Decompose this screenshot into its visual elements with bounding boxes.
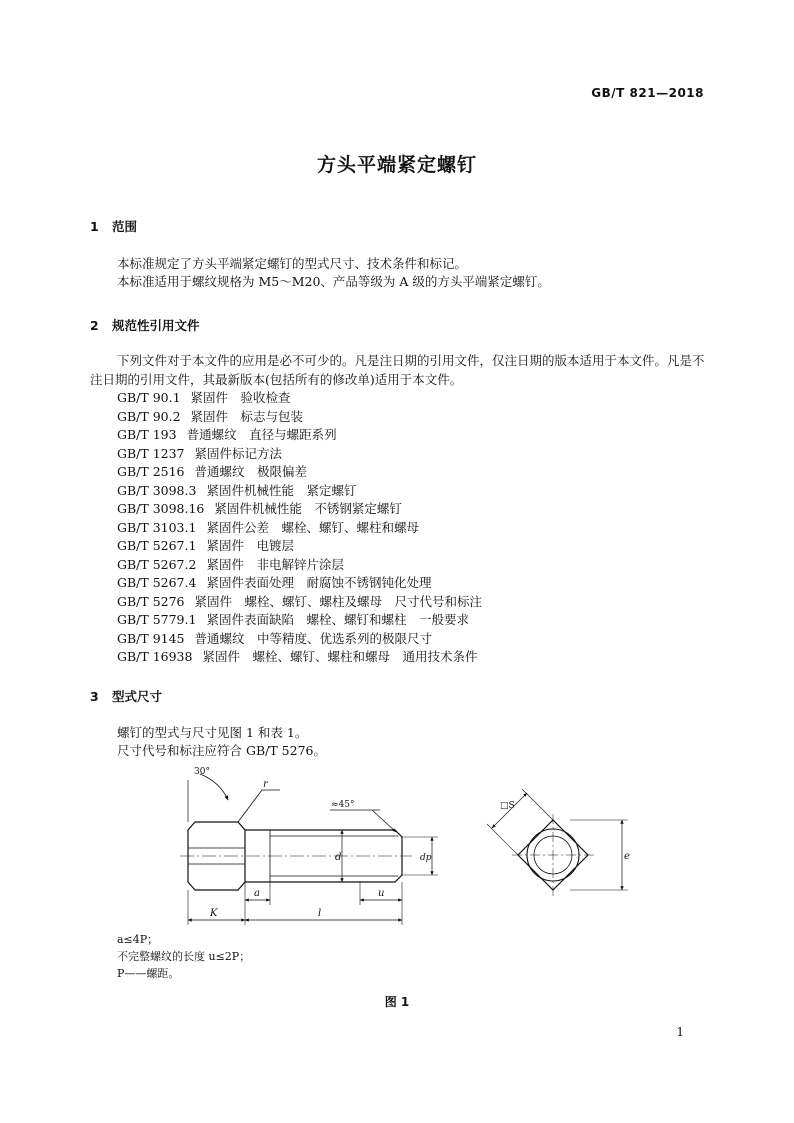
reference-item	[117, 537, 482, 556]
reference-item	[117, 648, 482, 667]
section-heading-scope	[90, 217, 137, 235]
figure-label-r: r	[263, 779, 268, 790]
figure-note: P——螺距。	[117, 967, 180, 980]
scope-paragraph-2: 本标准适用于螺纹规格为 M5～M20、产品等级为 A 级的方头平端紧定螺钉。	[117, 274, 550, 289]
section-title: 型式尺寸	[112, 689, 163, 704]
reference-title: 普通螺纹 中等精度、优选系列的极限尺寸	[194, 630, 433, 646]
figure-label-l: l	[318, 908, 322, 919]
reference-code: GB/T 90.2	[117, 408, 181, 424]
reference-title: 普通螺纹 直径与螺距系列	[186, 427, 337, 442]
reference-item	[117, 500, 482, 519]
reference-title: 紧固件表面缺陷 螺栓、螺钉和螺柱 一般要求	[206, 612, 469, 627]
reference-item	[117, 519, 482, 538]
scope-paragraph-1: 本标准规定了方头平端紧定螺钉的型式尺寸、技术条件和标记。	[117, 256, 468, 271]
figure-note: 不完整螺纹的长度 u≤2P；	[117, 950, 251, 963]
dimensions-paragraph-1: 螺钉的型式与尺寸见图 1 和表 1。	[117, 725, 308, 740]
reference-title: 紧固件 螺栓、螺钉、螺柱和螺母 通用技术条件	[202, 649, 478, 664]
reference-code: GB/T 2516	[117, 464, 185, 479]
dimensions-paragraph-2: 尺寸代号和标注应符合 GB/T 5276。	[117, 743, 326, 758]
reference-title: 普通螺纹 极限偏差	[194, 464, 308, 479]
figure-label-30-degree: 30°	[194, 767, 210, 777]
reference-code: GB/T 3098.3	[117, 482, 197, 498]
standard-code: GB/T 821—2018	[591, 86, 704, 100]
section-number: 3	[90, 689, 99, 704]
reference-item	[117, 408, 482, 427]
reference-title: 紧固件表面处理 耐腐蚀不锈钢钝化处理	[206, 575, 432, 590]
reference-code: GB/T 5276	[117, 593, 185, 609]
reference-code: GB/T 3098.16	[117, 501, 205, 516]
reference-item	[117, 426, 482, 445]
section-number: 2	[90, 318, 99, 333]
reference-code: GB/T 5267.2	[117, 556, 197, 572]
reference-list	[117, 389, 482, 667]
section-number: 1	[90, 219, 99, 234]
figure-1-drawing	[150, 760, 640, 934]
reference-title: 紧固件标记方法	[194, 445, 283, 461]
reference-code: GB/T 5779.1	[117, 612, 197, 627]
reference-item	[117, 630, 482, 649]
references-intro: 下列文件对于本文件的应用是必不可少的。凡是注日期的引用文件，仅注日期的版本适用于本文件。凡是不注日期的引用文件，其最新版本(包括所有的修改单)适用于本文件。	[90, 353, 705, 387]
reference-item	[117, 574, 482, 593]
reference-item	[117, 445, 482, 464]
reference-code: GB/T 193	[117, 427, 177, 442]
reference-item	[117, 556, 482, 575]
figure-label-k: K	[210, 908, 218, 919]
page-number: 1	[676, 1025, 684, 1039]
section-title: 范围	[112, 219, 138, 234]
figure-label-e: e	[624, 851, 630, 862]
figure-notes	[117, 931, 250, 982]
reference-title: 紧固件机械性能 不锈钢紧定螺钉	[214, 501, 402, 516]
figure-caption: 图 1	[384, 995, 410, 1009]
reference-item	[117, 463, 482, 482]
reference-code: GB/T 5267.1	[117, 538, 197, 553]
reference-item	[117, 611, 482, 630]
section-heading-dimensions	[90, 687, 162, 705]
reference-code: GB/T 90.1	[117, 390, 181, 405]
section-heading-normative-references	[90, 316, 200, 334]
reference-title: 紧固件 电镀层	[206, 538, 294, 553]
reference-item	[117, 482, 482, 501]
section-title: 规范性引用文件	[112, 318, 200, 333]
radius-leader	[238, 790, 280, 822]
reference-item	[117, 389, 482, 408]
reference-title: 紧固件 非电解锌片涂层	[206, 556, 344, 572]
figure-label-a: a	[254, 888, 260, 899]
reference-code: GB/T 3103.1	[117, 519, 197, 535]
figure-label-d: d	[335, 852, 342, 863]
figure-note: a≤4P；	[117, 933, 159, 946]
extension-line	[487, 824, 518, 855]
figure-label-dp: dp	[420, 853, 432, 863]
reference-code: GB/T 1237	[117, 445, 185, 461]
reference-code: GB/T 9145	[117, 630, 185, 646]
reference-title: 紧固件 螺栓、螺钉、螺柱及螺母 尺寸代号和标注	[194, 593, 483, 609]
reference-code: GB/T 16938	[117, 649, 193, 664]
reference-title: 紧固件公差 螺栓、螺钉、螺柱和螺母	[206, 519, 419, 535]
chamfer-leader	[372, 810, 396, 832]
figure-label-45-degree: ≈45°	[331, 800, 355, 810]
reference-title: 紧固件 验收检查	[190, 390, 291, 405]
screw-end-view	[512, 814, 594, 896]
reference-title: 紧固件机械性能 紧定螺钉	[206, 482, 357, 498]
figure-label-u: u	[378, 888, 385, 899]
reference-title: 紧固件 标志与包装	[190, 408, 304, 424]
figure-label-s: □S	[500, 801, 515, 811]
document-title: 方头平端紧定螺钉	[316, 154, 477, 176]
reference-code: GB/T 5267.4	[117, 575, 197, 590]
reference-item	[117, 593, 482, 612]
angle-arc	[200, 774, 228, 800]
